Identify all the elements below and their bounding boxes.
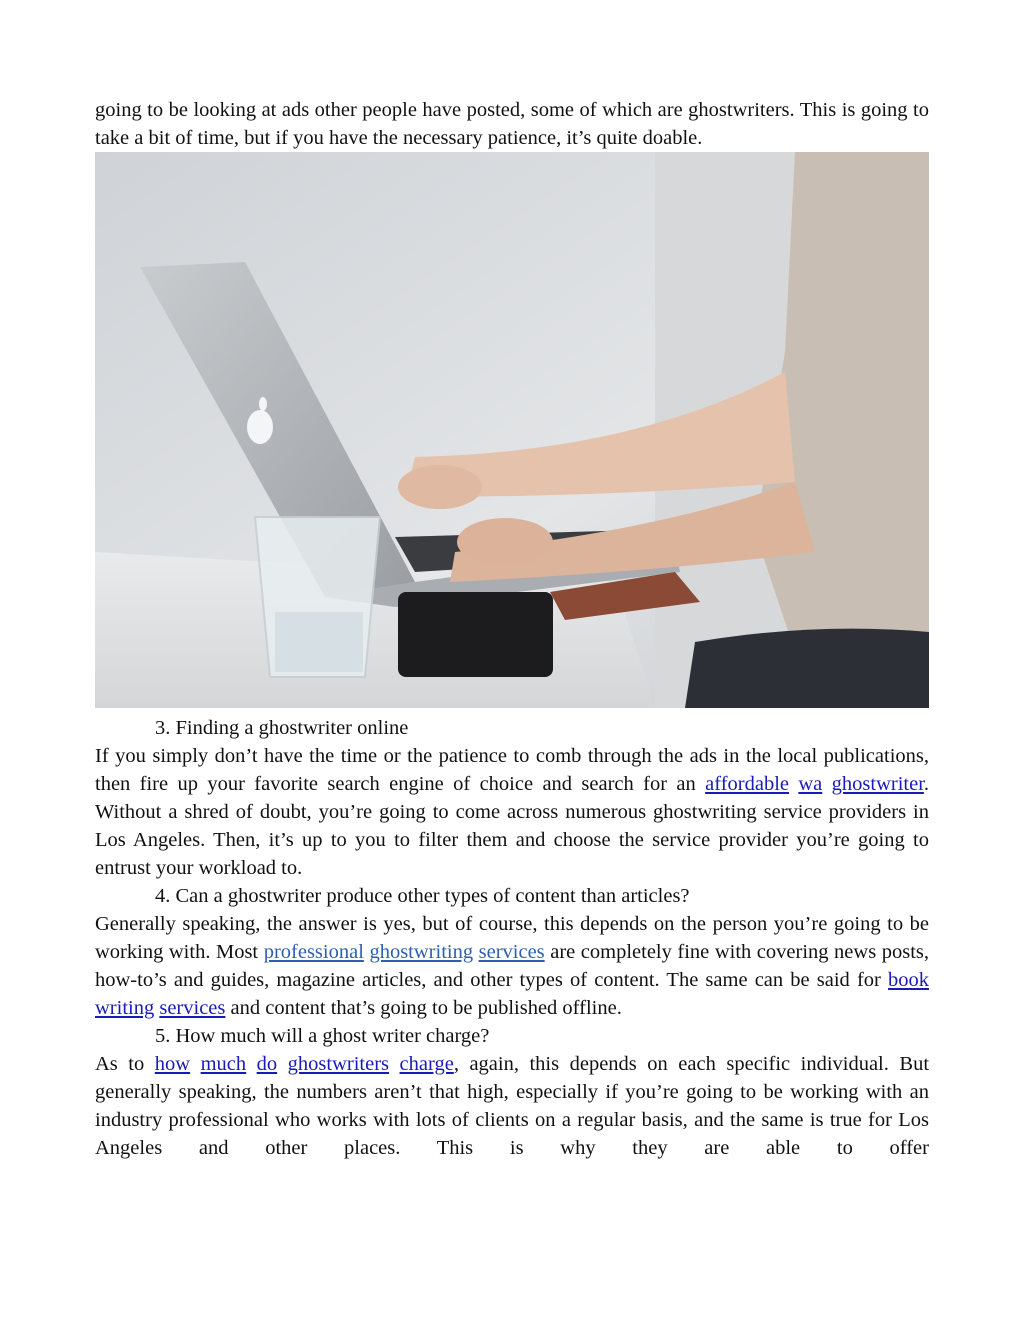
link-ghostwriting[interactable]: ghostwriting [369,941,474,963]
section-4-heading: 4. Can a ghostwriter produce other types of content than articles? [155,885,690,907]
link-ghostwriter[interactable]: ghostwriter [831,773,924,795]
link-affordable[interactable]: affordable [705,773,789,795]
section-5-paragraph [95,1050,929,1162]
intro-paragraph: going to be looking at ads other people have posted, some of which are ghostwriters. This is going to take a bit of time, but if you have the necessary patience, it’s quite doable. [95,99,929,149]
link-do[interactable]: do [256,1053,278,1075]
link-services-2[interactable]: services [159,997,226,1019]
section-3-heading: 3. Finding a ghostwriter online [155,717,409,739]
link-professional[interactable]: professional [263,941,364,963]
section-4-paragraph [95,910,929,1022]
document-page [95,96,929,1162]
section-3-text-b: . Without a shred of doubt, you’re going to come across numerous ghostwriting service providers in Los Angeles. Then, it’s up to you to filter them and choose the service provider you’re going to entrust your workload to. [95,773,930,879]
link-services[interactable]: services [478,941,545,963]
link-ghostwriters[interactable]: ghostwriters [287,1053,390,1075]
link-book[interactable]: book [888,969,930,991]
section-5-text-b: , again, this depends on each specific individual. But generally speaking, the numbers aren’t that high, especially if you’re going to be working with an industry professional who works with lots of clients on a regular basis, and the same is true for Los Angeles and other places. This is why they are able to offer [95,1053,930,1159]
section-4-text-c: and content that’s going to be published offline. [230,997,622,1019]
link-writing[interactable]: writing [95,997,155,1019]
section-3-text-a: If you simply don’t have the time or the patience to comb through the ads in the local publications, then fire up your favorite search engine of choice and search for an [95,745,929,795]
section-4-text-b: are completely fine with covering news posts, how-to’s and guides, magazine articles, and other types of content. The same can be said for [95,941,930,991]
laptop-photo [95,152,929,708]
section-4-text-a: Generally speaking, the answer is yes, but of course, this depends on the person you’re going to be working with. Most [95,913,929,963]
section-3-paragraph [95,742,929,882]
section-5-text-a: As to [95,1053,145,1075]
link-much[interactable]: much [200,1053,247,1075]
link-how[interactable]: how [154,1053,191,1075]
section-5-heading: 5. How much will a ghost writer charge? [155,1025,490,1047]
link-wa[interactable]: wa [798,773,823,795]
link-charge[interactable]: charge [399,1053,454,1075]
